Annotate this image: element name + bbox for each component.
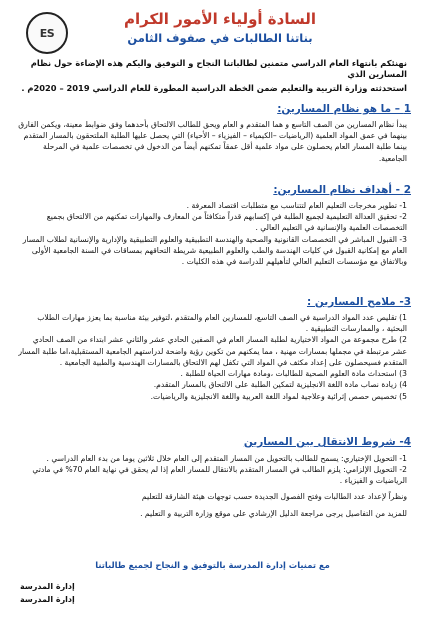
section-1-body <box>18 119 407 164</box>
section-3-item-1: 1) تقليص عدد المواد الدراسية في الصف التاسع، للمسارين العام والمتقدم ،لتوفير بيئة مناسبة بما يعزز مهارات الطلاب البحثية ، والممارسات التطبيقية . <box>37 313 407 334</box>
section-4-list <box>18 453 407 519</box>
section-4-note-2: للمزيد من التفاصيل يرجى مراجعة الدليل الإرشادي على موقع وزارة التربية و التعليم . <box>140 508 407 518</box>
section-4-item-2: 2- التحويل الإلزامي: يلزم الطالب في المسار المتقدم بالانتقال للمسار العام إذا لم يحقق في نهاية العام 70% في مادتي الرياضيات و الفيزياء . <box>32 465 407 486</box>
intro-paragraph <box>18 58 407 98</box>
signature-line-2: إدارة المدرسة <box>20 594 75 604</box>
section-3-item-3: 3) استحداث مادة العلوم الصحية للطالبات ،ومادة مهارات الحياة للطلبة . <box>180 369 407 379</box>
section-2-list <box>18 200 407 267</box>
intro-line-1: نهنئكم بانتهاء العام الدراسي متمنين لطالباتنا النجاح و التوفيق واليكم هذه الإضاءة حول نظام المسارين الذي <box>30 58 407 80</box>
section-1-paragraph: يبدأ نظام المسارين من الصف التاسع و هما المتقدم و العام ويحق للطالب الالتحاق بأحدهما وفق ضوابط معينة، ويكمن الفارق بينهما في عمق المواد العلمية (الرياضيات –الكيمياء – الفيزياء – الأحياء) التي يحصل عليها الطلبة الملتحقون بالمسار المتقدم بينما طلبة المسار العام يحصلون على مواد علمية أقل عمقاً تمكنهم أيضاً من الدخول في تخصصات علمية في المرحلة الجامعية. <box>18 120 407 163</box>
logo-text: ES <box>39 26 55 40</box>
school-logo <box>26 12 68 54</box>
section-3-title: 3- ملامح المسارين : <box>306 296 411 308</box>
section-2-item-3: 3- القبول المباشر في التخصصات القانونية والصحية والهندسة التطبيقية والعلوم التطبيقية والإدارية والإنسانية لطلاب المسار العام مع إمكانية القبول في كليات الهندسة والطب والعلوم الطبيعية شريطة التحاقهم بمساقات في السنة الجامعية الأولى وبالاتفاق مع مؤسسات التعليم العالي لتأهيلهم للدراسة في هذه الكليات . <box>22 234 407 267</box>
signature-block <box>20 581 75 607</box>
section-4-title: 4- شروط الانتقال بين المسارين <box>243 436 411 448</box>
intro-line-2: استحدثته وزارة التربية والتعليم ضمن الخطة الدراسية المطورة للعام الدراسي 2019 – 2020م . <box>21 83 407 94</box>
section-4-note-1: ونظراً لإعداد عدد الطالبات وفتح الفصول الجديدة حسب توجهات هيئة الشارقة للتعليم <box>141 491 407 501</box>
section-3-item-5: 5) تخصيص حصص إثرائية وعلاجية لمواد اللغة العربية واللغة الانجليزية والرياضيات. <box>150 391 407 401</box>
section-1-title: 1 – ما هو نظام المسارين: <box>277 103 411 115</box>
page-subtitle: بناتنا الطالبات في صفوف الثامن <box>127 31 313 45</box>
section-2-title: 2 - أهداف نظام المسارين: <box>273 184 411 196</box>
section-3-item-4: 4) زيادة نصاب مادة اللغة الانجليزية لتمكين الطلبة على الالتحاق بالمسار المتقدم. <box>153 380 407 390</box>
section-2-item-2: 2- تحقيق العدالة التعليمية لجميع الطلبة في إكسابهم قدراً متكافئاً من المعارف والمهارات تمكنهم من الالتحاق بجميع التخصصات العلمية والإنسانية في التعليم العالي . <box>46 212 407 233</box>
section-3-item-2: 2) طرح مجموعة من المواد الاختيارية لطلبة المسار العام في الصفين الحادي عشر والثاني عشر ابتداء من الصف الحادي عشر مرتبطة في مجملها بمسارات مهنية ، مما يمكنهم من تكوين رؤية واضحة لدراستهم الجامعية المستقبلية،اما طلبة المسار المتقدم فسيحصلون على إعداد مكثف في المواد التي تكفل لهم الالتحاق بالمسارات الهندسية والطبية الجامعية . <box>18 335 407 367</box>
signature-line-1: إدارة المدرسة <box>20 582 75 591</box>
closing-line: مع تمنيات إدارة المدرسة بالتوفيق و النجاح لجميع طالباتنا <box>95 560 330 570</box>
section-2-item-1: 1- تطوير مخرجات التعليم العام لتتناسب مع متطلبات اقتصاد المعرفة . <box>186 201 407 210</box>
section-3-list <box>18 312 407 402</box>
section-4-item-1: 1- التحويل الإختياري: يسمح للطالب بالتحويل من المسار المتقدم إلى العام خلال ثلاثين يوما من بدء العام الدراسي . <box>46 454 407 463</box>
page-title: السادة أولياء الأمور الكرام <box>123 10 316 28</box>
